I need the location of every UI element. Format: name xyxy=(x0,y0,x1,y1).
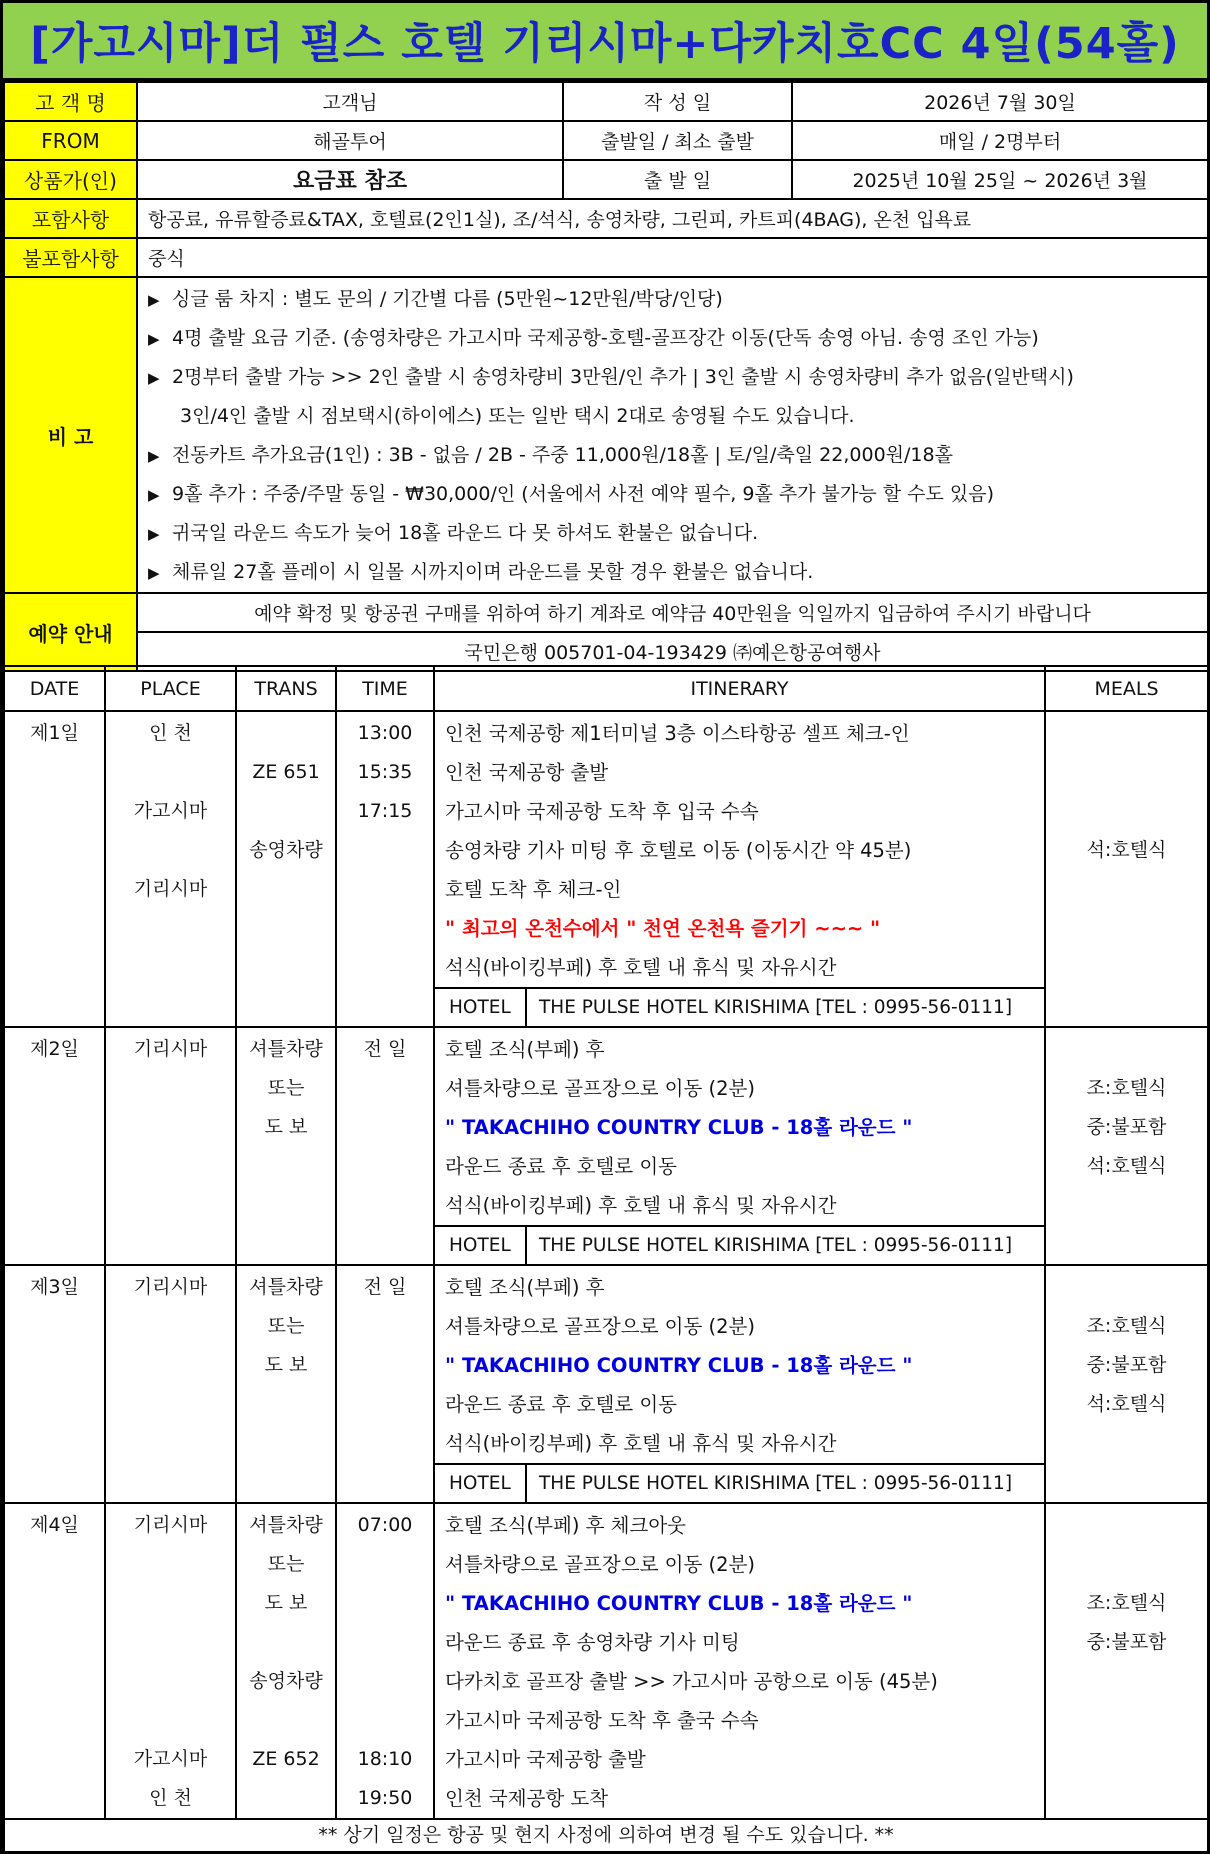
day-place-line xyxy=(106,1307,235,1346)
day-date xyxy=(4,1265,105,1503)
day-trans-line: 도 보 xyxy=(264,1592,308,1614)
day-meals-line xyxy=(1046,1662,1207,1701)
itinerary-line: " TAKACHIHO COUNTRY CLUB - 18홀 라운드 " xyxy=(445,1354,913,1377)
day-meals-line: 중:불포함 xyxy=(1086,1116,1167,1138)
day-trans-line: 도 보 xyxy=(264,1116,308,1138)
day-trans-line: 도 보 xyxy=(264,1354,308,1376)
itinerary-line: 호텔 조식(부페) 후 xyxy=(445,1276,605,1299)
info-table xyxy=(3,81,1209,672)
day-trans-line xyxy=(237,870,335,909)
note-item: ▶ 2명부터 출발 가능 >> 2인 출발 시 송영차량비 3만원/인 추가 | 3인 출발 시 송영차량비 추가 없음(일반택시) xyxy=(148,358,1207,397)
hotel-name: THE PULSE HOTEL KIRISHIMA [TEL : 0995-56-0111] xyxy=(539,997,1013,1018)
day-time-line: 15:35 xyxy=(357,761,413,783)
day-place-line: 기리시마 xyxy=(133,1514,208,1536)
itinerary-line: " 최고의 온천수에서 " 천연 온천욕 즐기기 ~~~ " xyxy=(445,917,881,940)
header-trans: TRANS xyxy=(236,666,336,711)
bullet-icon: ▶ xyxy=(148,564,160,582)
day-time-line: 19:50 xyxy=(357,1787,413,1809)
customer-label: 고 객 명 xyxy=(4,82,137,121)
day-trans-line: 또는 xyxy=(267,1553,305,1575)
itinerary-line: 호텔 조식(부페) 후 xyxy=(445,1038,605,1061)
day-meals xyxy=(1045,1027,1208,1265)
note-item: 3인/4인 출발 시 점보택시(하이에스) 또는 일반 택시 2대로 송영될 수도 있습니다. xyxy=(180,405,855,427)
day-place-line: 가고시마 xyxy=(133,1748,208,1770)
customer-value: 고객님 xyxy=(137,82,563,121)
itinerary-line: 라운드 종료 후 호텔로 이동 xyxy=(445,1155,678,1178)
day-time-line xyxy=(337,1186,433,1225)
note-item: ▶ 싱글 룸 차지 : 별도 문의 / 기간별 다름 (5만원~12만원/박당/인당) xyxy=(148,280,1207,319)
header-place: PLACE xyxy=(105,666,236,711)
day-place-line xyxy=(106,1186,235,1225)
day-time-line: 07:00 xyxy=(357,1514,413,1536)
price-value: 요금표 참조 xyxy=(137,160,563,199)
day-time-line xyxy=(337,1385,433,1424)
day-trans-line xyxy=(237,714,335,753)
day-itinerary xyxy=(434,711,1045,1027)
day-place-line xyxy=(106,1662,235,1701)
day-itinerary xyxy=(434,1027,1045,1265)
itinerary-line: 인천 국제공항 도착 xyxy=(445,1787,609,1810)
day-place-line xyxy=(106,1147,235,1186)
price-label: 상품가(인) xyxy=(4,160,137,199)
note-item: ▶ 9홀 추가 : 주중/주말 동일 - ₩30,000/인 (서울에서 사전 예약 필수, 9홀 추가 불가능 할 수도 있음) xyxy=(148,475,1207,514)
header-time: TIME xyxy=(336,666,434,711)
note-item: ▶ 4명 출발 요금 기준. (송영차량은 가고시마 국제공항-호텔-골프장간 이동(단독 송영 아님. 송영 조인 가능) xyxy=(148,319,1207,358)
day-time-line xyxy=(337,831,433,870)
depart-label: 출 발 일 xyxy=(563,160,792,199)
note-item: ▶ 전동카트 추가요금(1인) : 3B - 없음 / 2B - 주중 11,000원/18홀 | 토/일/축일 22,000원/18홀 xyxy=(148,436,1207,475)
header-meals: MEALS xyxy=(1045,666,1208,711)
day-time-line xyxy=(337,1701,433,1740)
day-place-line: 인 천 xyxy=(149,1787,192,1809)
day-time-line xyxy=(337,870,433,909)
day-meals-line xyxy=(1046,714,1207,753)
footer-note: ** 상기 일정은 항공 및 현지 사정에 의하여 변경 될 수도 있습니다. ** xyxy=(4,1819,1208,1854)
day-time-line xyxy=(337,1584,433,1623)
day-trans-line: 또는 xyxy=(267,1077,305,1099)
day-time-line: 전 일 xyxy=(363,1276,407,1298)
day-trans-line: ZE 652 xyxy=(252,1748,320,1770)
day-meals xyxy=(1045,1265,1208,1503)
note-item: ▶ 체류일 27홀 플레이 시 일몰 시까지이며 라운드를 못할 경우 환불은 없습니다. xyxy=(148,553,1207,592)
day-time-line: 17:15 xyxy=(357,800,413,822)
day-date xyxy=(4,1027,105,1265)
itinerary-table xyxy=(3,665,1209,1854)
day-meals-line xyxy=(1046,1186,1207,1225)
depart-value: 2025년 10월 25일 ~ 2026년 3월 xyxy=(792,160,1208,199)
day-meals-line: 조:호텔식 xyxy=(1086,1315,1167,1337)
day-meals-line xyxy=(1046,1740,1207,1779)
day-trans-line xyxy=(237,1147,335,1186)
notes-label: 비 고 xyxy=(4,277,137,593)
day-place-line xyxy=(106,1424,235,1463)
day-time-line xyxy=(337,909,433,948)
day-meals-line: 조:호텔식 xyxy=(1086,1077,1167,1099)
day-time-line xyxy=(337,1662,433,1701)
hotel-label: HOTEL xyxy=(435,1227,527,1264)
itinerary-line: " TAKACHIHO COUNTRY CLUB - 18홀 라운드 " xyxy=(445,1116,913,1139)
day-row xyxy=(4,711,1208,1027)
day-meals-line xyxy=(1046,1268,1207,1307)
day-meals-line xyxy=(1046,1424,1207,1463)
itinerary-line: 가고시마 국제공항 출발 xyxy=(445,1748,646,1771)
day-place-line: 가고시마 xyxy=(133,800,208,822)
itinerary-line: 셔틀차량으로 골프장으로 이동 (2분) xyxy=(445,1315,755,1338)
day-place-line xyxy=(106,1701,235,1740)
day-time xyxy=(336,1027,434,1265)
bullet-icon: ▶ xyxy=(148,291,160,309)
itinerary-line: 호텔 조식(부페) 후 체크아웃 xyxy=(445,1514,687,1537)
day-trans-line xyxy=(237,1186,335,1225)
day-trans-line: ZE 651 xyxy=(252,761,320,783)
from-value: 해골투어 xyxy=(137,121,563,160)
hotel-name: THE PULSE HOTEL KIRISHIMA [TEL : 0995-56-0111] xyxy=(539,1473,1013,1494)
day-trans-line xyxy=(237,1385,335,1424)
day-time-line xyxy=(337,1545,433,1584)
itinerary-line: 석식(바이킹부페) 후 호텔 내 휴식 및 자유시간 xyxy=(445,956,837,979)
day-time-line: 전 일 xyxy=(363,1038,407,1060)
day-place-line xyxy=(106,1108,235,1147)
day-trans-line xyxy=(237,1623,335,1662)
day-time-line xyxy=(337,1108,433,1147)
day-trans-line xyxy=(237,948,335,987)
day-place-line xyxy=(106,1385,235,1424)
itinerary-line: 석식(바이킹부페) 후 호텔 내 휴식 및 자유시간 xyxy=(445,1194,837,1217)
day-time-line xyxy=(337,1623,433,1662)
day-meals-line xyxy=(1046,753,1207,792)
day-place-line xyxy=(106,948,235,987)
day-time-line xyxy=(337,1069,433,1108)
itinerary-line: 셔틀차량으로 골프장으로 이동 (2분) xyxy=(445,1553,755,1576)
from-label: FROM xyxy=(4,121,137,160)
min-depart-value: 매일 / 2명부터 xyxy=(792,121,1208,160)
day-trans-line xyxy=(237,909,335,948)
bullet-icon: ▶ xyxy=(148,369,160,387)
day-meals-line: 조:호텔식 xyxy=(1086,1592,1167,1614)
day-trans-line: 또는 xyxy=(267,1315,305,1337)
day-date-label: 제3일 xyxy=(30,1276,79,1298)
day-meals-line xyxy=(1046,870,1207,909)
day-meals-line xyxy=(1046,792,1207,831)
include-value: 항공료, 유류할증료&TAX, 호텔료(2인1실), 조/석식, 송영차량, 그린피, 카트피(4BAG), 온천 입욕료 xyxy=(137,199,1208,238)
itinerary-line: 가고시마 국제공항 도착 후 입국 수속 xyxy=(445,800,759,823)
itinerary-line: 다카치호 골프장 출발 >> 가고시마 공항으로 이동 (45분) xyxy=(445,1670,938,1693)
itinerary-line: 인천 국제공항 출발 xyxy=(445,761,609,784)
day-time-line: 18:10 xyxy=(357,1748,413,1770)
bullet-icon: ▶ xyxy=(148,447,160,465)
day-meals xyxy=(1045,1503,1208,1819)
written-value: 2026년 7월 30일 xyxy=(792,82,1208,121)
day-time-line xyxy=(337,1307,433,1346)
day-itinerary xyxy=(434,1503,1045,1819)
hotel-label: HOTEL xyxy=(435,989,527,1026)
day-meals-line xyxy=(1046,1506,1207,1545)
day-time-line xyxy=(337,948,433,987)
day-time xyxy=(336,1265,434,1503)
itinerary-line: " TAKACHIHO COUNTRY CLUB - 18홀 라운드 " xyxy=(445,1592,913,1615)
day-trans xyxy=(236,711,336,1027)
day-meals-line: 중:불포함 xyxy=(1086,1631,1167,1653)
day-meals-line xyxy=(1046,948,1207,987)
note-item: ▶ 귀국일 라운드 속도가 늦어 18홀 라운드 다 못 하셔도 환불은 없습니다. xyxy=(148,514,1207,553)
day-place-line xyxy=(106,1545,235,1584)
day-time-line: 13:00 xyxy=(357,722,413,744)
itinerary-line: 라운드 종료 후 송영차량 기사 미팅 xyxy=(445,1631,740,1654)
day-trans-line xyxy=(237,1779,335,1818)
day-meals-line xyxy=(1046,909,1207,948)
reserve-text: 예약 확정 및 항공권 구매를 위하여 하기 계좌로 예약금 40만원을 익일까지 입금하여 주시기 바랍니다 xyxy=(137,593,1208,632)
day-trans-line: 셔틀차량 xyxy=(249,1038,323,1060)
day-date-label: 제4일 xyxy=(30,1514,79,1536)
day-place-line: 기리시마 xyxy=(133,1038,208,1060)
include-label: 포함사항 xyxy=(4,199,137,238)
exclude-label: 불포함사항 xyxy=(4,238,137,277)
bullet-icon: ▶ xyxy=(148,525,160,543)
day-meals-line xyxy=(1046,1545,1207,1584)
day-place-line xyxy=(106,1346,235,1385)
day-time-line xyxy=(337,1147,433,1186)
day-place xyxy=(105,1265,236,1503)
day-trans-line: 셔틀차량 xyxy=(249,1276,323,1298)
day-meals-line: 중:불포함 xyxy=(1086,1354,1167,1376)
day-place-line xyxy=(106,1069,235,1108)
hotel-label: HOTEL xyxy=(435,1465,527,1502)
day-place xyxy=(105,1503,236,1819)
header-date: DATE xyxy=(4,666,105,711)
bullet-icon: ▶ xyxy=(148,330,160,348)
day-meals-line xyxy=(1046,1701,1207,1740)
hotel-row xyxy=(435,1463,1044,1502)
day-trans xyxy=(236,1265,336,1503)
day-row xyxy=(4,1265,1208,1503)
day-trans xyxy=(236,1027,336,1265)
day-place-line: 기리시마 xyxy=(133,878,208,900)
itinerary-line: 송영차량 기사 미팅 후 호텔로 이동 (이동시간 약 45분) xyxy=(445,839,912,862)
bullet-icon: ▶ xyxy=(148,486,160,504)
day-place-line: 기리시마 xyxy=(133,1276,208,1298)
itinerary-line: 라운드 종료 후 호텔로 이동 xyxy=(445,1393,678,1416)
day-place xyxy=(105,711,236,1027)
header-itinerary: ITINERARY xyxy=(434,666,1045,711)
itinerary-line: 가고시마 국제공항 도착 후 출국 수속 xyxy=(445,1709,759,1732)
day-meals-line: 석:호텔식 xyxy=(1086,1155,1167,1177)
day-place-line xyxy=(106,1623,235,1662)
min-depart-label: 출발일 / 최소 출발 xyxy=(563,121,792,160)
day-date xyxy=(4,711,105,1027)
day-time xyxy=(336,711,434,1027)
hotel-name: THE PULSE HOTEL KIRISHIMA [TEL : 0995-56-0111] xyxy=(539,1235,1013,1256)
written-label: 작 성 일 xyxy=(563,82,792,121)
day-place-line xyxy=(106,1584,235,1623)
day-trans-line xyxy=(237,792,335,831)
day-trans-line: 셔틀차량 xyxy=(249,1514,323,1536)
day-meals-line xyxy=(1046,1030,1207,1069)
day-place-line xyxy=(106,909,235,948)
day-trans-line xyxy=(237,1701,335,1740)
day-meals-line xyxy=(1046,1779,1207,1818)
itinerary-line: 석식(바이킹부페) 후 호텔 내 휴식 및 자유시간 xyxy=(445,1432,837,1455)
day-time-line xyxy=(337,1346,433,1385)
itinerary-line: 호텔 도착 후 체크-인 xyxy=(445,878,622,901)
itinerary-line: 셔틀차량으로 골프장으로 이동 (2분) xyxy=(445,1077,755,1100)
day-time xyxy=(336,1503,434,1819)
day-trans-line: 송영차량 xyxy=(249,1670,323,1692)
day-trans-line xyxy=(237,1424,335,1463)
reserve-label: 예약 안내 xyxy=(4,593,137,671)
day-meals-line: 석:호텔식 xyxy=(1086,1393,1167,1415)
bank-account: 국민은행 005701-04-193429 ㈜예은항공여행사 xyxy=(137,632,1208,671)
hotel-row xyxy=(435,1225,1044,1264)
day-place xyxy=(105,1027,236,1265)
page-title: [가고시마]더 펄스 호텔 기리시마+다카치호CC 4일(54홀) xyxy=(3,3,1207,81)
day-trans-line: 송영차량 xyxy=(249,839,323,861)
day-date xyxy=(4,1503,105,1819)
day-itinerary xyxy=(434,1265,1045,1503)
day-place-line: 인 천 xyxy=(149,722,192,744)
day-row xyxy=(4,1503,1208,1819)
itinerary-line: 인천 국제공항 제1터미널 3층 이스타항공 셀프 체크-인 xyxy=(445,722,910,745)
notes-list xyxy=(137,277,1208,593)
day-date-label: 제2일 xyxy=(30,1038,79,1060)
day-meals-line: 석:호텔식 xyxy=(1086,839,1167,861)
day-row xyxy=(4,1027,1208,1265)
hotel-row xyxy=(435,987,1044,1026)
day-trans xyxy=(236,1503,336,1819)
day-meals xyxy=(1045,711,1208,1027)
day-date-label: 제1일 xyxy=(30,722,79,744)
day-time-line xyxy=(337,1424,433,1463)
day-place-line xyxy=(106,831,235,870)
day-place-line xyxy=(106,753,235,792)
exclude-value: 중식 xyxy=(137,238,1208,277)
